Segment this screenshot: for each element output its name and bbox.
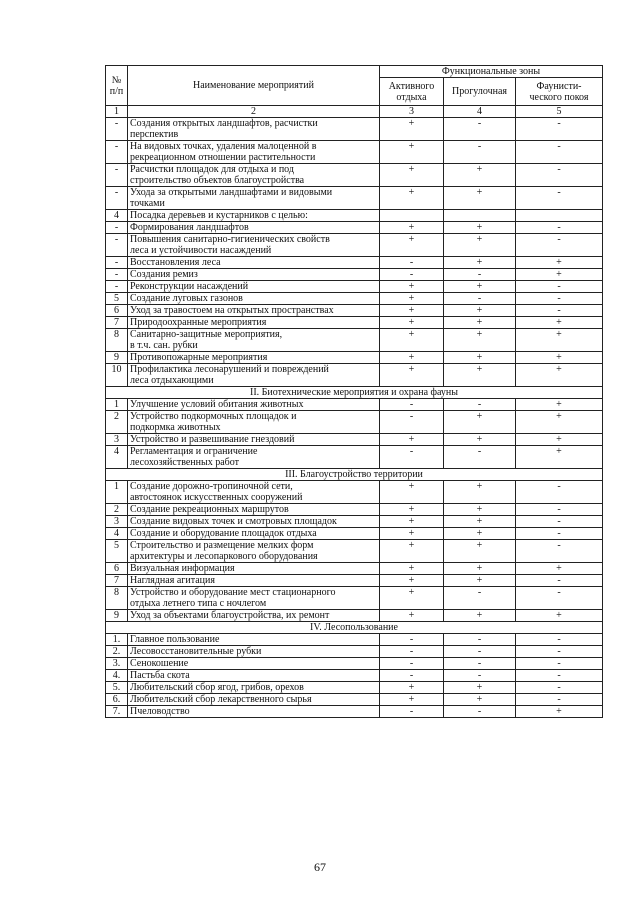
column-number: 1 [106,106,128,118]
row-number: 3. [106,658,128,670]
header-zone-fauna: Фаунисти- ческого покоя [516,78,603,106]
zone-fauna-mark: - [516,281,603,293]
zone-walking-mark: - [444,446,516,469]
zone-walking-mark: + [444,411,516,434]
zone-walking-mark: - [444,646,516,658]
activity-name: Любительский сбор лекарственного сырья [128,694,380,706]
section-title: IV. Лесопользование [106,622,603,634]
activity-name: Сенокошение [128,658,380,670]
row-number: 9 [106,352,128,364]
zone-active-mark: - [380,269,444,281]
zone-active-mark: + [380,528,444,540]
zone-active-mark: + [380,575,444,587]
table-row [106,504,603,516]
row-number: 7 [106,317,128,329]
zone-active-mark [380,210,444,222]
zone-active-mark: + [380,281,444,293]
zone-active-mark: + [380,504,444,516]
zone-walking-mark: + [444,610,516,622]
zone-active-mark: + [380,222,444,234]
row-number: 6. [106,694,128,706]
zone-active-mark: + [380,305,444,317]
table-row [106,434,603,446]
table-row [106,646,603,658]
row-number: - [106,118,128,141]
row-number: 6 [106,305,128,317]
row-number: 5. [106,682,128,694]
zone-walking-mark: - [444,587,516,610]
row-number: 8 [106,329,128,352]
table-row [106,305,603,317]
row-number: 4 [106,210,128,222]
row-number: - [106,141,128,164]
zone-fauna-mark: + [516,364,603,387]
zone-fauna-mark: - [516,293,603,305]
page-number: 67 [314,860,326,874]
zone-walking-mark: + [444,434,516,446]
table-row [106,610,603,622]
row-number: 1 [106,399,128,411]
row-number: - [106,269,128,281]
table-row [106,694,603,706]
zone-walking-mark: - [444,658,516,670]
row-number: 5 [106,540,128,563]
zone-active-mark: - [380,446,444,469]
zone-fauna-mark: + [516,706,603,718]
zone-active-mark: + [380,234,444,257]
table-body [106,118,603,718]
zone-active-mark: - [380,257,444,269]
column-number: 2 [128,106,380,118]
zone-active-mark: + [380,329,444,352]
zone-fauna-mark: - [516,516,603,528]
zone-walking-mark: - [444,399,516,411]
zone-fauna-mark: - [516,222,603,234]
zone-walking-mark: + [444,257,516,269]
table-row [106,364,603,387]
table-row [106,706,603,718]
zone-fauna-mark: - [516,587,603,610]
table-row [106,329,603,352]
table-row [106,634,603,646]
activity-name: Пастьба скота [128,670,380,682]
column-number: 3 [380,106,444,118]
zone-walking-mark: + [444,187,516,210]
zone-walking-mark: + [444,281,516,293]
row-number: 6 [106,563,128,575]
zone-fauna-mark: - [516,481,603,504]
header-zones: Функциональные зоны [380,66,603,78]
row-number: 2 [106,411,128,434]
row-number: 1 [106,481,128,504]
table-row [106,587,603,610]
activity-name: Создание луговых газонов [128,293,380,305]
activity-name: Восстановления леса [128,257,380,269]
row-number: 3 [106,434,128,446]
table-row [106,352,603,364]
table-row [106,575,603,587]
zone-fauna-mark: - [516,575,603,587]
row-number: 7 [106,575,128,587]
table-row [106,563,603,575]
zone-active-mark: - [380,399,444,411]
row-number: 3 [106,516,128,528]
activity-name: Устройство и оборудование мест стационарного отдыха летнего типа с ночлегом [128,587,380,610]
row-number: 7. [106,706,128,718]
zone-active-mark: + [380,563,444,575]
activity-name: Создание дорожно-тропиночной сети, автостоянок искусственных сооружений [128,481,380,504]
zone-fauna-mark: + [516,446,603,469]
activity-name: Формирования ландшафтов [128,222,380,234]
activity-name: На видовых точках, удаления малоценной в рекреационном отношении растительности [128,141,380,164]
zone-fauna-mark: - [516,141,603,164]
zone-active-mark: - [380,646,444,658]
activities-table [105,65,603,718]
activity-name: Природоохранные мероприятия [128,317,380,329]
zone-fauna-mark: - [516,646,603,658]
zone-fauna-mark: + [516,399,603,411]
row-number: 4 [106,446,128,469]
zone-fauna-mark: - [516,234,603,257]
activity-name: Создание и оборудование площадок отдыха [128,528,380,540]
activity-name: Наглядная агитация [128,575,380,587]
activity-name: Санитарно-защитные мероприятия, в т.ч. сан. рубки [128,329,380,352]
zone-active-mark: + [380,293,444,305]
activity-name: Уход за объектами благоустройства, их ремонт [128,610,380,622]
activity-name: Повышения санитарно-гигиенических свойств леса и устойчивости насаждений [128,234,380,257]
activity-name: Уход за травостоем на открытых пространствах [128,305,380,317]
zone-active-mark: + [380,141,444,164]
zone-walking-mark: + [444,540,516,563]
row-number: - [106,164,128,187]
zone-fauna-mark: - [516,118,603,141]
activity-name: Визуальная информация [128,563,380,575]
table-row [106,293,603,305]
activity-name: Создание рекреационных маршрутов [128,504,380,516]
zone-walking-mark: + [444,575,516,587]
zone-active-mark: + [380,587,444,610]
section-title: II. Биотехнические мероприятия и охрана фауны [106,387,603,399]
table-header [106,66,603,118]
table-row [106,269,603,281]
zone-active-mark: + [380,682,444,694]
activity-name: Создания ремиз [128,269,380,281]
column-number: 5 [516,106,603,118]
row-number: 2 [106,504,128,516]
column-number: 4 [444,106,516,118]
table-row [106,234,603,257]
zone-active-mark: + [380,317,444,329]
activity-name: Создания открытых ландшафтов, расчистки перспектив [128,118,380,141]
zone-active-mark: - [380,658,444,670]
activity-name: Устройство подкормочных площадок и подкормка животных [128,411,380,434]
zone-fauna-mark: + [516,610,603,622]
zone-fauna-mark: + [516,329,603,352]
zone-walking-mark: - [444,670,516,682]
zone-fauna-mark: - [516,164,603,187]
zone-walking-mark: - [444,634,516,646]
activity-name: Улучшение условий обитания животных [128,399,380,411]
zone-active-mark: + [380,516,444,528]
zone-fauna-mark: - [516,305,603,317]
activity-name: Лесовосстановительные рубки [128,646,380,658]
table-row [106,658,603,670]
table-row [106,187,603,210]
table-row [106,317,603,329]
zone-fauna-mark: + [516,352,603,364]
zone-active-mark: - [380,670,444,682]
zone-walking-mark: + [444,329,516,352]
row-number: 4 [106,528,128,540]
zone-active-mark: + [380,610,444,622]
row-number: 8 [106,587,128,610]
zone-active-mark: + [380,187,444,210]
zone-fauna-mark: - [516,540,603,563]
row-number: 1. [106,634,128,646]
activity-name: Создание видовых точек и смотровых площадок [128,516,380,528]
zone-active-mark: - [380,706,444,718]
row-number: - [106,187,128,210]
activity-name: Противопожарные мероприятия [128,352,380,364]
table-row [106,670,603,682]
zone-active-mark: + [380,481,444,504]
zone-fauna-mark: + [516,434,603,446]
zone-walking-mark: - [444,706,516,718]
row-number: - [106,234,128,257]
table-row [106,682,603,694]
zone-fauna-mark: - [516,682,603,694]
table-row [106,540,603,563]
zone-walking-mark: - [444,269,516,281]
row-number: 9 [106,610,128,622]
zone-walking-mark: + [444,352,516,364]
zone-fauna-mark: - [516,528,603,540]
activity-name: Профилактика лесонарушений и повреждений леса отдыхающими [128,364,380,387]
activity-name: Ухода за открытыми ландшафтами и видовыми точками [128,187,380,210]
activity-name: Расчистки площадок для отдыха и под строительство объектов благоустройства [128,164,380,187]
table-row [106,210,603,222]
row-number: - [106,281,128,293]
table-row [106,281,603,293]
table-row [106,411,603,434]
table-row [106,528,603,540]
zone-fauna-mark: + [516,269,603,281]
zone-walking-mark: + [444,694,516,706]
zone-walking-mark: + [444,516,516,528]
header-num: № п/п [106,66,128,106]
table-row [106,481,603,504]
table-row [106,141,603,164]
zone-fauna-mark: + [516,257,603,269]
activity-name: Любительский сбор ягод, грибов, орехов [128,682,380,694]
zone-fauna-mark: - [516,187,603,210]
zone-active-mark: - [380,411,444,434]
zone-active-mark: + [380,434,444,446]
zone-walking-mark: + [444,504,516,516]
zone-fauna-mark: + [516,563,603,575]
section-title: III. Благоустройство территории [106,469,603,481]
zone-walking-mark: + [444,682,516,694]
zone-fauna-mark: - [516,694,603,706]
header-zone-active: Активного отдыха [380,78,444,106]
zone-fauna-mark: + [516,411,603,434]
row-number: 5 [106,293,128,305]
zone-walking-mark: + [444,364,516,387]
row-number: 10 [106,364,128,387]
section-row [106,622,603,634]
zone-fauna-mark: - [516,504,603,516]
zone-walking-mark [444,210,516,222]
table-row [106,118,603,141]
zone-active-mark: + [380,352,444,364]
table-row [106,257,603,269]
zone-active-mark: + [380,364,444,387]
activity-name: Реконструкции насаждений [128,281,380,293]
row-number: 4. [106,670,128,682]
zone-active-mark: - [380,634,444,646]
activity-name: Пчеловодство [128,706,380,718]
activity-name: Регламентация и ограничение лесохозяйственных работ [128,446,380,469]
zone-fauna-mark: - [516,670,603,682]
table-row [106,222,603,234]
activity-name: Строительство и размещение мелких форм архитектуры и лесопаркового оборудования [128,540,380,563]
table-row [106,164,603,187]
zone-walking-mark: + [444,563,516,575]
zone-fauna-mark [516,210,603,222]
zone-fauna-mark: - [516,634,603,646]
zone-active-mark: + [380,694,444,706]
zone-walking-mark: + [444,528,516,540]
zone-active-mark: + [380,540,444,563]
activity-name: Устройство и развешивание гнездовий [128,434,380,446]
zone-walking-mark: - [444,118,516,141]
zone-fauna-mark: + [516,317,603,329]
zone-fauna-mark: - [516,658,603,670]
zone-walking-mark: + [444,222,516,234]
section-row [106,469,603,481]
zone-active-mark: + [380,164,444,187]
section-row [106,387,603,399]
zone-walking-mark: + [444,481,516,504]
table-row [106,399,603,411]
zone-walking-mark: + [444,305,516,317]
table-row [106,516,603,528]
zone-active-mark: + [380,118,444,141]
header-zone-walking: Прогулочная [444,78,516,106]
zone-walking-mark: - [444,141,516,164]
zone-walking-mark: - [444,293,516,305]
row-number: - [106,222,128,234]
zone-walking-mark: + [444,234,516,257]
row-number: 2. [106,646,128,658]
zone-walking-mark: + [444,164,516,187]
zone-walking-mark: + [444,317,516,329]
table-row [106,446,603,469]
activity-name: Главное пользование [128,634,380,646]
column-numbers-row [106,106,603,118]
header-name: Наименование мероприятий [128,66,380,106]
activity-name: Посадка деревьев и кустарников с целью: [128,210,380,222]
row-number: - [106,257,128,269]
